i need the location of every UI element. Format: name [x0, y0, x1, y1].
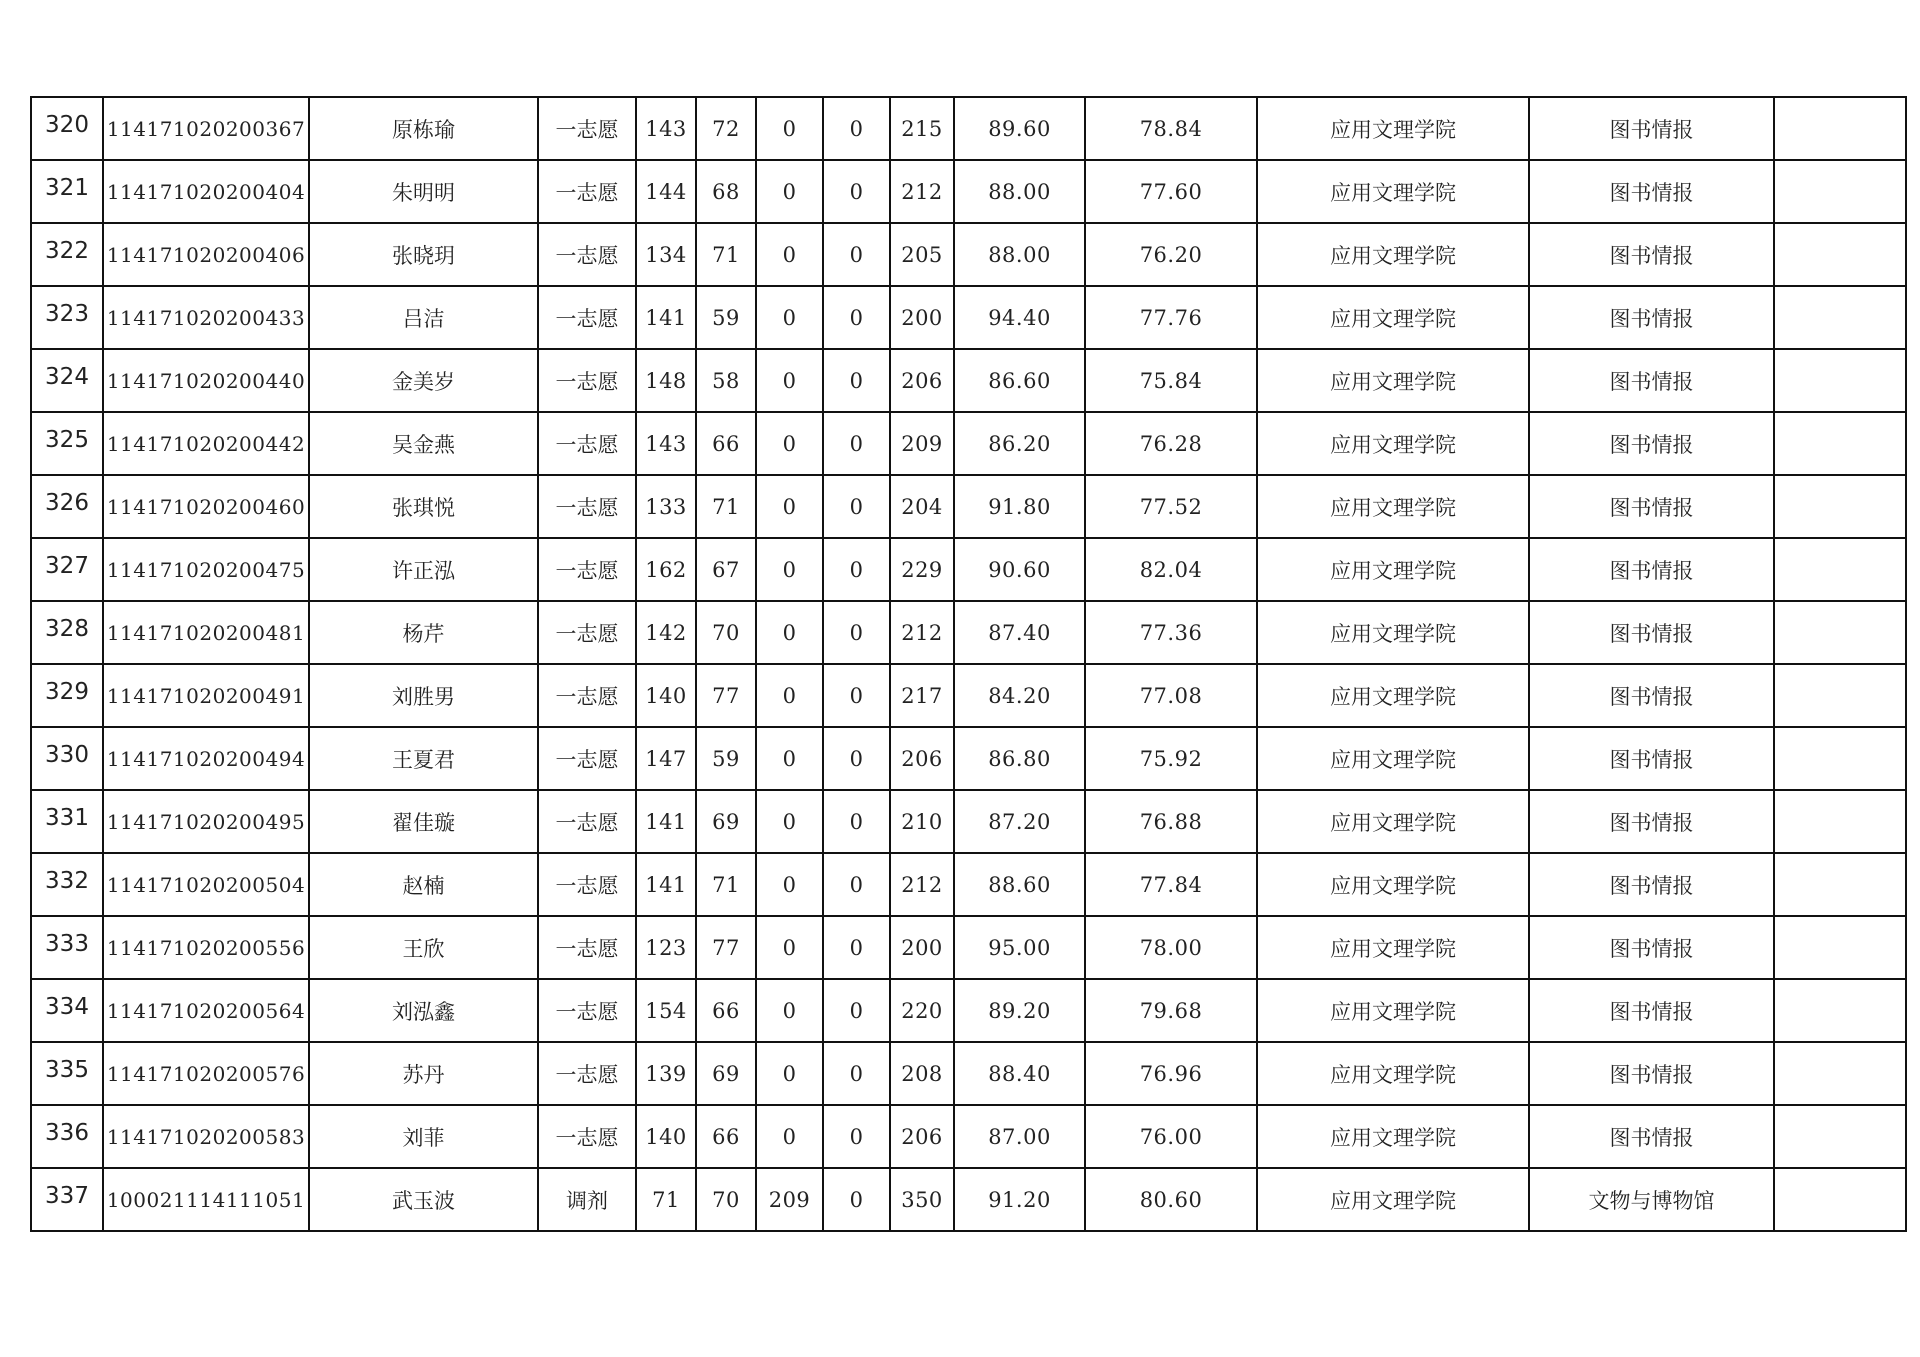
score-english-cell: 69	[696, 790, 756, 853]
table-row	[31, 412, 1906, 475]
major-cell: 图书情报	[1529, 286, 1774, 349]
table-row	[31, 853, 1906, 916]
score-english-cell: 66	[696, 1105, 756, 1168]
note-cell	[1774, 1105, 1906, 1168]
major-cell: 图书情报	[1529, 160, 1774, 223]
total-score-cell: 206	[890, 727, 954, 790]
name-cell: 刘菲	[309, 1105, 538, 1168]
score-english-cell: 69	[696, 1042, 756, 1105]
total-score-cell: 200	[890, 916, 954, 979]
note-cell	[1774, 412, 1906, 475]
score-subject2-cell: 0	[823, 475, 890, 538]
name-cell: 张琪悦	[309, 475, 538, 538]
total-score-cell: 208	[890, 1042, 954, 1105]
major-cell: 图书情报	[1529, 412, 1774, 475]
score-politics-cell: 142	[636, 601, 696, 664]
row-index-cell: 326	[31, 475, 103, 538]
total-score-cell: 204	[890, 475, 954, 538]
table-row	[31, 979, 1906, 1042]
retest-score-cell: 86.20	[954, 412, 1085, 475]
final-score-cell: 80.60	[1085, 1168, 1257, 1231]
exam-id-cell: 114171020200583	[103, 1105, 309, 1168]
score-subject2-cell: 0	[823, 1168, 890, 1231]
final-score-cell: 76.96	[1085, 1042, 1257, 1105]
final-score-cell: 77.60	[1085, 160, 1257, 223]
retest-score-cell: 91.20	[954, 1168, 1085, 1231]
final-score-cell: 76.88	[1085, 790, 1257, 853]
total-score-cell: 212	[890, 601, 954, 664]
exam-id-cell: 114171020200367	[103, 97, 309, 160]
row-index-cell: 325	[31, 412, 103, 475]
retest-score-cell: 89.20	[954, 979, 1085, 1042]
score-subject1-cell: 0	[756, 979, 823, 1042]
exam-id-cell: 114171020200494	[103, 727, 309, 790]
major-cell: 图书情报	[1529, 601, 1774, 664]
retest-score-cell: 87.40	[954, 601, 1085, 664]
table-row	[31, 1105, 1906, 1168]
volunteer-cell: 一志愿	[538, 97, 636, 160]
exam-id-cell: 114171020200460	[103, 475, 309, 538]
retest-score-cell: 95.00	[954, 916, 1085, 979]
exam-id-cell: 114171020200440	[103, 349, 309, 412]
retest-score-cell: 91.80	[954, 475, 1085, 538]
score-subject1-cell: 0	[756, 664, 823, 727]
row-index-cell: 324	[31, 349, 103, 412]
exam-id-cell: 114171020200564	[103, 979, 309, 1042]
score-subject1-cell: 0	[756, 160, 823, 223]
name-cell: 金美岁	[309, 349, 538, 412]
row-index-cell: 334	[31, 979, 103, 1042]
score-politics-cell: 148	[636, 349, 696, 412]
table-row	[31, 727, 1906, 790]
row-index-cell: 321	[31, 160, 103, 223]
retest-score-cell: 84.20	[954, 664, 1085, 727]
volunteer-cell: 一志愿	[538, 790, 636, 853]
score-subject1-cell: 0	[756, 475, 823, 538]
total-score-cell: 220	[890, 979, 954, 1042]
score-english-cell: 71	[696, 475, 756, 538]
admission-score-table	[30, 96, 1907, 1232]
score-politics-cell: 143	[636, 97, 696, 160]
college-cell: 应用文理学院	[1257, 223, 1529, 286]
volunteer-cell: 一志愿	[538, 538, 636, 601]
row-index-cell: 329	[31, 664, 103, 727]
final-score-cell: 82.04	[1085, 538, 1257, 601]
score-subject1-cell: 0	[756, 538, 823, 601]
name-cell: 翟佳璇	[309, 790, 538, 853]
score-subject1-cell: 0	[756, 1105, 823, 1168]
major-cell: 图书情报	[1529, 853, 1774, 916]
major-cell: 图书情报	[1529, 223, 1774, 286]
note-cell	[1774, 538, 1906, 601]
score-subject1-cell: 209	[756, 1168, 823, 1231]
row-index-cell: 332	[31, 853, 103, 916]
total-score-cell: 229	[890, 538, 954, 601]
name-cell: 吕洁	[309, 286, 538, 349]
college-cell: 应用文理学院	[1257, 97, 1529, 160]
score-english-cell: 77	[696, 916, 756, 979]
volunteer-cell: 一志愿	[538, 601, 636, 664]
retest-score-cell: 88.00	[954, 160, 1085, 223]
row-index-cell: 336	[31, 1105, 103, 1168]
table-row	[31, 916, 1906, 979]
score-politics-cell: 140	[636, 664, 696, 727]
final-score-cell: 77.84	[1085, 853, 1257, 916]
score-politics-cell: 143	[636, 412, 696, 475]
score-subject2-cell: 0	[823, 601, 890, 664]
major-cell: 图书情报	[1529, 916, 1774, 979]
score-subject1-cell: 0	[756, 1042, 823, 1105]
score-politics-cell: 147	[636, 727, 696, 790]
volunteer-cell: 一志愿	[538, 979, 636, 1042]
note-cell	[1774, 853, 1906, 916]
exam-id-cell: 114171020200433	[103, 286, 309, 349]
retest-score-cell: 87.00	[954, 1105, 1085, 1168]
retest-score-cell: 86.60	[954, 349, 1085, 412]
row-index-cell: 337	[31, 1168, 103, 1231]
row-index-cell: 322	[31, 223, 103, 286]
college-cell: 应用文理学院	[1257, 412, 1529, 475]
major-cell: 图书情报	[1529, 979, 1774, 1042]
volunteer-cell: 一志愿	[538, 1042, 636, 1105]
score-politics-cell: 144	[636, 160, 696, 223]
score-english-cell: 70	[696, 601, 756, 664]
note-cell	[1774, 790, 1906, 853]
row-index-cell: 333	[31, 916, 103, 979]
score-english-cell: 66	[696, 979, 756, 1042]
final-score-cell: 77.36	[1085, 601, 1257, 664]
major-cell: 图书情报	[1529, 97, 1774, 160]
total-score-cell: 350	[890, 1168, 954, 1231]
score-english-cell: 59	[696, 286, 756, 349]
college-cell: 应用文理学院	[1257, 727, 1529, 790]
total-score-cell: 206	[890, 1105, 954, 1168]
score-subject1-cell: 0	[756, 97, 823, 160]
exam-id-cell: 114171020200404	[103, 160, 309, 223]
retest-score-cell: 90.60	[954, 538, 1085, 601]
retest-score-cell: 89.60	[954, 97, 1085, 160]
score-politics-cell: 140	[636, 1105, 696, 1168]
score-english-cell: 77	[696, 664, 756, 727]
note-cell	[1774, 1168, 1906, 1231]
note-cell	[1774, 727, 1906, 790]
final-score-cell: 78.84	[1085, 97, 1257, 160]
row-index-cell: 327	[31, 538, 103, 601]
score-subject2-cell: 0	[823, 97, 890, 160]
final-score-cell: 77.52	[1085, 475, 1257, 538]
volunteer-cell: 一志愿	[538, 916, 636, 979]
score-subject2-cell: 0	[823, 223, 890, 286]
score-politics-cell: 133	[636, 475, 696, 538]
score-subject2-cell: 0	[823, 727, 890, 790]
score-subject2-cell: 0	[823, 1042, 890, 1105]
table-body	[31, 97, 1906, 1231]
note-cell	[1774, 97, 1906, 160]
exam-id-cell: 114171020200491	[103, 664, 309, 727]
name-cell: 苏丹	[309, 1042, 538, 1105]
name-cell: 朱明明	[309, 160, 538, 223]
exam-id-cell: 114171020200556	[103, 916, 309, 979]
name-cell: 杨芹	[309, 601, 538, 664]
score-politics-cell: 154	[636, 979, 696, 1042]
final-score-cell: 76.28	[1085, 412, 1257, 475]
name-cell: 张晓玥	[309, 223, 538, 286]
college-cell: 应用文理学院	[1257, 475, 1529, 538]
major-cell: 图书情报	[1529, 1042, 1774, 1105]
major-cell: 图书情报	[1529, 475, 1774, 538]
major-cell: 文物与博物馆	[1529, 1168, 1774, 1231]
volunteer-cell: 调剂	[538, 1168, 636, 1231]
volunteer-cell: 一志愿	[538, 160, 636, 223]
exam-id-cell: 100021114111051	[103, 1168, 309, 1231]
score-subject1-cell: 0	[756, 790, 823, 853]
score-subject1-cell: 0	[756, 727, 823, 790]
volunteer-cell: 一志愿	[538, 1105, 636, 1168]
college-cell: 应用文理学院	[1257, 538, 1529, 601]
exam-id-cell: 114171020200495	[103, 790, 309, 853]
score-english-cell: 67	[696, 538, 756, 601]
score-subject1-cell: 0	[756, 853, 823, 916]
score-politics-cell: 162	[636, 538, 696, 601]
row-index-cell: 320	[31, 97, 103, 160]
college-cell: 应用文理学院	[1257, 853, 1529, 916]
row-index-cell: 323	[31, 286, 103, 349]
college-cell: 应用文理学院	[1257, 1105, 1529, 1168]
major-cell: 图书情报	[1529, 538, 1774, 601]
major-cell: 图书情报	[1529, 349, 1774, 412]
score-english-cell: 66	[696, 412, 756, 475]
table-row	[31, 601, 1906, 664]
score-subject2-cell: 0	[823, 979, 890, 1042]
retest-score-cell: 88.40	[954, 1042, 1085, 1105]
name-cell: 王夏君	[309, 727, 538, 790]
major-cell: 图书情报	[1529, 664, 1774, 727]
major-cell: 图书情报	[1529, 790, 1774, 853]
major-cell: 图书情报	[1529, 727, 1774, 790]
retest-score-cell: 88.60	[954, 853, 1085, 916]
final-score-cell: 75.84	[1085, 349, 1257, 412]
score-subject2-cell: 0	[823, 790, 890, 853]
volunteer-cell: 一志愿	[538, 349, 636, 412]
score-politics-cell: 139	[636, 1042, 696, 1105]
volunteer-cell: 一志愿	[538, 412, 636, 475]
score-subject2-cell: 0	[823, 412, 890, 475]
score-subject1-cell: 0	[756, 601, 823, 664]
score-subject1-cell: 0	[756, 349, 823, 412]
total-score-cell: 209	[890, 412, 954, 475]
name-cell: 刘泓鑫	[309, 979, 538, 1042]
volunteer-cell: 一志愿	[538, 664, 636, 727]
score-politics-cell: 141	[636, 790, 696, 853]
total-score-cell: 205	[890, 223, 954, 286]
note-cell	[1774, 286, 1906, 349]
volunteer-cell: 一志愿	[538, 853, 636, 916]
table-row	[31, 286, 1906, 349]
score-english-cell: 68	[696, 160, 756, 223]
college-cell: 应用文理学院	[1257, 790, 1529, 853]
table-row	[31, 790, 1906, 853]
name-cell: 原栋瑜	[309, 97, 538, 160]
note-cell	[1774, 160, 1906, 223]
note-cell	[1774, 475, 1906, 538]
total-score-cell: 210	[890, 790, 954, 853]
score-english-cell: 71	[696, 853, 756, 916]
row-index-cell: 330	[31, 727, 103, 790]
note-cell	[1774, 916, 1906, 979]
row-index-cell: 335	[31, 1042, 103, 1105]
table-row	[31, 475, 1906, 538]
college-cell: 应用文理学院	[1257, 916, 1529, 979]
exam-id-cell: 114171020200475	[103, 538, 309, 601]
volunteer-cell: 一志愿	[538, 727, 636, 790]
college-cell: 应用文理学院	[1257, 286, 1529, 349]
score-subject2-cell: 0	[823, 853, 890, 916]
exam-id-cell: 114171020200442	[103, 412, 309, 475]
score-politics-cell: 141	[636, 286, 696, 349]
college-cell: 应用文理学院	[1257, 1042, 1529, 1105]
score-subject2-cell: 0	[823, 664, 890, 727]
major-cell: 图书情报	[1529, 1105, 1774, 1168]
retest-score-cell: 88.00	[954, 223, 1085, 286]
score-politics-cell: 71	[636, 1168, 696, 1231]
final-score-cell: 78.00	[1085, 916, 1257, 979]
score-subject2-cell: 0	[823, 160, 890, 223]
college-cell: 应用文理学院	[1257, 601, 1529, 664]
exam-id-cell: 114171020200406	[103, 223, 309, 286]
volunteer-cell: 一志愿	[538, 223, 636, 286]
total-score-cell: 215	[890, 97, 954, 160]
name-cell: 许正泓	[309, 538, 538, 601]
exam-id-cell: 114171020200481	[103, 601, 309, 664]
score-politics-cell: 123	[636, 916, 696, 979]
score-subject1-cell: 0	[756, 916, 823, 979]
score-subject2-cell: 0	[823, 1105, 890, 1168]
score-subject1-cell: 0	[756, 223, 823, 286]
table-row	[31, 223, 1906, 286]
note-cell	[1774, 601, 1906, 664]
score-politics-cell: 134	[636, 223, 696, 286]
college-cell: 应用文理学院	[1257, 160, 1529, 223]
total-score-cell: 212	[890, 853, 954, 916]
total-score-cell: 200	[890, 286, 954, 349]
score-english-cell: 59	[696, 727, 756, 790]
final-score-cell: 76.20	[1085, 223, 1257, 286]
total-score-cell: 217	[890, 664, 954, 727]
score-english-cell: 71	[696, 223, 756, 286]
note-cell	[1774, 979, 1906, 1042]
score-subject1-cell: 0	[756, 412, 823, 475]
volunteer-cell: 一志愿	[538, 286, 636, 349]
score-subject2-cell: 0	[823, 538, 890, 601]
final-score-cell: 77.76	[1085, 286, 1257, 349]
note-cell	[1774, 1042, 1906, 1105]
score-subject2-cell: 0	[823, 286, 890, 349]
volunteer-cell: 一志愿	[538, 475, 636, 538]
score-politics-cell: 141	[636, 853, 696, 916]
score-english-cell: 70	[696, 1168, 756, 1231]
name-cell: 武玉波	[309, 1168, 538, 1231]
name-cell: 刘胜男	[309, 664, 538, 727]
table-row	[31, 1042, 1906, 1105]
college-cell: 应用文理学院	[1257, 979, 1529, 1042]
score-subject2-cell: 0	[823, 916, 890, 979]
college-cell: 应用文理学院	[1257, 349, 1529, 412]
retest-score-cell: 94.40	[954, 286, 1085, 349]
note-cell	[1774, 664, 1906, 727]
table-row	[31, 538, 1906, 601]
final-score-cell: 79.68	[1085, 979, 1257, 1042]
college-cell: 应用文理学院	[1257, 1168, 1529, 1231]
final-score-cell: 76.00	[1085, 1105, 1257, 1168]
table-row	[31, 160, 1906, 223]
score-english-cell: 72	[696, 97, 756, 160]
college-cell: 应用文理学院	[1257, 664, 1529, 727]
retest-score-cell: 86.80	[954, 727, 1085, 790]
exam-id-cell: 114171020200504	[103, 853, 309, 916]
note-cell	[1774, 223, 1906, 286]
row-index-cell: 328	[31, 601, 103, 664]
table-row	[31, 1168, 1906, 1231]
note-cell	[1774, 349, 1906, 412]
table-row	[31, 97, 1906, 160]
table-row	[31, 349, 1906, 412]
total-score-cell: 206	[890, 349, 954, 412]
score-subject1-cell: 0	[756, 286, 823, 349]
final-score-cell: 75.92	[1085, 727, 1257, 790]
name-cell: 吴金燕	[309, 412, 538, 475]
final-score-cell: 77.08	[1085, 664, 1257, 727]
score-english-cell: 58	[696, 349, 756, 412]
table-row	[31, 664, 1906, 727]
retest-score-cell: 87.20	[954, 790, 1085, 853]
row-index-cell: 331	[31, 790, 103, 853]
score-subject2-cell: 0	[823, 349, 890, 412]
name-cell: 赵楠	[309, 853, 538, 916]
name-cell: 王欣	[309, 916, 538, 979]
exam-id-cell: 114171020200576	[103, 1042, 309, 1105]
total-score-cell: 212	[890, 160, 954, 223]
